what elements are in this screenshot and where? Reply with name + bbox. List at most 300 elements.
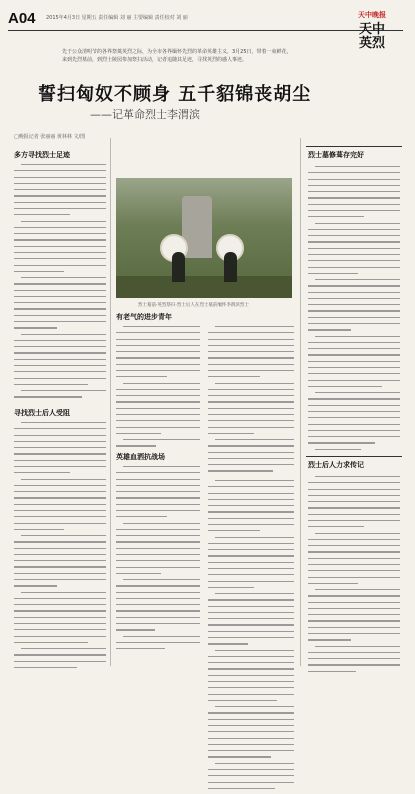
text-line: [315, 336, 400, 337]
text-line: [308, 204, 400, 205]
ground: [116, 276, 292, 298]
text-line: [308, 361, 400, 362]
text-line: [308, 229, 400, 230]
text-line: [14, 352, 106, 353]
text-line: [116, 332, 200, 333]
text-line: [116, 445, 156, 446]
text-line: [215, 706, 294, 707]
text-line: [208, 357, 294, 358]
text-line: [308, 507, 400, 508]
text-line: [208, 420, 294, 421]
text-line: [14, 183, 106, 184]
text-line: [116, 401, 200, 402]
text-line: [116, 370, 200, 371]
text-line: [116, 497, 200, 498]
text-line: [21, 592, 106, 593]
text-line: [208, 543, 294, 544]
text-line: [308, 367, 400, 368]
body-text: [116, 326, 200, 452]
text-line: [208, 675, 294, 676]
text-line: [208, 775, 294, 776]
text-line: [116, 529, 200, 530]
text-line: [14, 371, 106, 372]
text-line: [14, 177, 106, 178]
text-line: [14, 453, 106, 454]
text-line: [215, 439, 294, 440]
text-line: [308, 254, 400, 255]
text-line: [116, 420, 200, 421]
text-line: [208, 408, 294, 409]
text-line: [14, 396, 82, 397]
text-line: [208, 493, 294, 494]
text-line: [208, 511, 294, 512]
body-text: [208, 326, 294, 477]
text-line: [308, 235, 400, 236]
text-line: [116, 548, 200, 549]
body-text: [308, 476, 400, 677]
text-line: [315, 392, 400, 393]
text-line: [116, 610, 200, 611]
text-line: [14, 654, 106, 655]
text-line: [116, 567, 200, 568]
text-line: [208, 712, 294, 713]
text-line: [14, 585, 57, 586]
text-line: [308, 424, 400, 425]
text-line: [208, 637, 294, 638]
column-divider: [110, 138, 111, 666]
text-line: [14, 516, 106, 517]
text-line: [208, 555, 294, 556]
text-line: [208, 370, 294, 371]
text-line: [208, 656, 294, 657]
text-line: [208, 668, 294, 669]
text-line: [308, 197, 400, 198]
text-line: [208, 524, 294, 525]
text-line: [208, 452, 294, 453]
text-line: [116, 485, 200, 486]
body-text: [308, 166, 400, 455]
byline: □晚报记者 张丽丽 黄林林 文/图: [14, 134, 86, 140]
text-line: [208, 612, 294, 613]
text-line: [14, 504, 106, 505]
text-line: [123, 579, 200, 580]
text-line: [208, 756, 271, 757]
text-line: [208, 631, 294, 632]
text-line: [14, 466, 106, 467]
text-line: [208, 599, 294, 600]
text-line: [14, 365, 106, 366]
text-line: [208, 464, 294, 465]
text-line: [208, 562, 294, 563]
text-line: [14, 265, 106, 266]
text-line: [308, 564, 400, 565]
text-line: [14, 195, 106, 196]
text-line: [123, 383, 200, 384]
text-line: [208, 470, 273, 471]
body-text: [14, 164, 106, 403]
text-line: [123, 439, 200, 440]
text-line: [14, 485, 106, 486]
text-line: [14, 548, 106, 549]
text-line: [14, 271, 64, 272]
text-line: [208, 499, 294, 500]
text-line: [116, 629, 155, 630]
text-line: [14, 441, 106, 442]
text-line: [14, 554, 106, 555]
text-line: [116, 479, 200, 480]
text-line: [208, 505, 294, 506]
text-line: [315, 279, 400, 280]
text-line: [215, 650, 294, 651]
text-line: [308, 639, 351, 640]
text-line: [123, 636, 200, 637]
section-heading: 多方寻找烈士足迹: [14, 151, 70, 159]
text-line: [123, 466, 200, 467]
text-line: [315, 449, 361, 450]
text-line: [14, 428, 106, 429]
text-line: [315, 533, 400, 534]
text-line: [116, 516, 167, 517]
text-line: [14, 573, 106, 574]
text-line: [14, 340, 106, 341]
text-line: [116, 604, 200, 605]
text-line: [14, 208, 106, 209]
text-line: [14, 617, 106, 618]
text-line: [14, 447, 106, 448]
text-line: [208, 681, 294, 682]
text-line: [21, 648, 106, 649]
text-line: [215, 326, 294, 327]
text-line: [308, 210, 400, 211]
subheadline: ——记革命烈士李渭滨: [90, 108, 200, 121]
text-line: [315, 476, 400, 477]
section-header: [306, 146, 402, 160]
text-line: [308, 185, 400, 186]
text-line: [215, 480, 294, 481]
section-heading: 有老气的进步青年: [116, 313, 172, 321]
text-line: [308, 405, 400, 406]
text-line: [308, 172, 400, 173]
text-line: [208, 332, 294, 333]
text-line: [116, 339, 200, 340]
text-line: [208, 581, 294, 582]
text-line: [116, 472, 200, 473]
intro-line-2: 来到先烈墓前，到烈士陵园参加祭扫活动，记者追随其足迹，寻找英烈的感人事迹。: [62, 57, 248, 63]
text-line: [14, 541, 106, 542]
header-meta: 2015年4月3日 星期五 责任编辑 刘 丽 主要编辑 责任校对 刘 丽: [46, 15, 188, 21]
text-line: [116, 623, 200, 624]
text-line: [208, 518, 294, 519]
text-line: [308, 614, 400, 615]
text-line: [315, 223, 400, 224]
text-line: [208, 351, 294, 352]
text-line: [14, 233, 106, 234]
text-line: [14, 346, 106, 347]
text-line: [308, 671, 356, 672]
text-line: [308, 273, 358, 274]
text-line: [308, 179, 400, 180]
text-line: [14, 296, 106, 297]
text-line: [14, 667, 77, 668]
text-line: [116, 560, 200, 561]
text-line: [308, 317, 400, 318]
intro-line-1: 先于公众清明节的各界祭奠英烈之际，为全市各界缅怀先烈的革命英雄主义，3月25日，带着一束鲜花，: [62, 49, 292, 55]
text-line: [208, 687, 294, 688]
text-line: [14, 566, 106, 567]
text-line: [116, 617, 200, 618]
column-logo: [348, 10, 396, 70]
text-line: [21, 479, 106, 480]
text-line: [116, 541, 200, 542]
body-text: [208, 480, 294, 794]
text-line: [14, 579, 106, 580]
text-line: [116, 648, 165, 649]
text-line: [308, 298, 400, 299]
text-line: [116, 510, 200, 511]
text-line: [308, 539, 400, 540]
text-line: [14, 497, 106, 498]
text-line: [308, 241, 400, 242]
text-line: [308, 348, 400, 349]
text-line: [308, 658, 400, 659]
text-line: [315, 589, 400, 590]
text-line: [308, 304, 400, 305]
text-line: [116, 351, 200, 352]
text-line: [14, 491, 106, 492]
text-line: [116, 504, 200, 505]
text-line: [308, 482, 400, 483]
section-heading: 寻找烈士后人受阻: [14, 409, 70, 417]
text-line: [14, 604, 106, 605]
text-line: [21, 334, 106, 335]
text-line: [208, 750, 294, 751]
text-line: [308, 430, 400, 431]
text-line: [308, 627, 400, 628]
text-line: [208, 719, 294, 720]
text-line: [308, 285, 400, 286]
text-line: [308, 620, 400, 621]
text-line: [14, 246, 106, 247]
text-line: [208, 587, 254, 588]
text-line: [21, 277, 106, 278]
logo-line-1: 天中: [358, 22, 385, 37]
text-line: [116, 642, 200, 643]
text-line: [308, 216, 364, 217]
text-line: [308, 570, 400, 571]
text-line: [116, 364, 200, 365]
text-line: [308, 329, 351, 330]
text-line: [208, 782, 294, 783]
text-line: [14, 623, 106, 624]
text-line: [14, 252, 106, 253]
text-line: [208, 339, 294, 340]
text-line: [14, 523, 106, 524]
text-line: [215, 593, 294, 594]
text-line: [308, 342, 400, 343]
text-line: [21, 535, 106, 536]
text-line: [308, 545, 400, 546]
text-line: [116, 389, 200, 390]
logo-brand: 天中晚报: [358, 11, 386, 19]
section-header: [306, 456, 402, 470]
text-line: [308, 417, 400, 418]
section-heading: 烈士墓修葺存完好: [308, 151, 364, 159]
text-line: [116, 585, 200, 586]
text-line: [308, 442, 375, 443]
text-line: [215, 537, 294, 538]
text-line: [308, 501, 400, 502]
text-line: [14, 202, 106, 203]
text-line: [308, 373, 400, 374]
text-line: [308, 595, 400, 596]
section-heading: 烈士后人力求传记: [308, 461, 364, 469]
text-line: [208, 738, 294, 739]
text-line: [116, 345, 200, 346]
text-line: [208, 458, 294, 459]
text-line: [208, 414, 294, 415]
mourner: [224, 252, 237, 282]
intro-paragraph: [62, 48, 342, 64]
text-line: [315, 166, 400, 167]
text-line: [14, 598, 106, 599]
text-line: [14, 302, 106, 303]
text-line: [308, 577, 400, 578]
text-line: [116, 376, 167, 377]
text-line: [14, 290, 106, 291]
text-line: [308, 514, 400, 515]
text-line: [208, 624, 294, 625]
text-line: [116, 357, 200, 358]
body-text: [116, 466, 200, 654]
text-line: [208, 427, 294, 428]
text-line: [208, 395, 294, 396]
text-line: [208, 694, 294, 695]
body-text: [14, 422, 106, 673]
text-line: [116, 592, 200, 593]
text-line: [308, 602, 400, 603]
text-line: [21, 422, 106, 423]
page-number: A04: [8, 10, 36, 27]
text-line: [208, 445, 294, 446]
text-line: [116, 427, 200, 428]
text-line: [308, 608, 400, 609]
text-line: [14, 661, 106, 662]
text-line: [116, 491, 200, 492]
text-line: [14, 610, 106, 611]
text-line: [14, 378, 106, 379]
text-line: [14, 321, 106, 322]
text-line: [308, 526, 364, 527]
logo-line-2: 英烈: [358, 36, 385, 51]
text-line: [208, 549, 294, 550]
text-line: [14, 170, 106, 171]
text-line: [116, 433, 161, 434]
text-line: [215, 763, 294, 764]
text-line: [14, 327, 57, 328]
text-line: [208, 606, 294, 607]
text-line: [308, 558, 400, 559]
text-line: [308, 354, 400, 355]
text-line: [308, 398, 400, 399]
text-line: [308, 191, 400, 192]
text-line: [208, 530, 260, 531]
text-line: [208, 376, 260, 377]
text-line: [14, 510, 106, 511]
text-line: [208, 568, 294, 569]
text-line: [208, 700, 277, 701]
text-line: [308, 267, 400, 268]
text-line: [21, 390, 106, 391]
text-line: [21, 221, 106, 222]
text-line: [116, 535, 200, 536]
text-line: [14, 227, 106, 228]
text-line: [14, 214, 70, 215]
text-line: [308, 551, 400, 552]
text-line: [308, 380, 400, 381]
text-line: [14, 359, 106, 360]
text-line: [14, 636, 106, 637]
text-line: [308, 520, 400, 521]
text-line: [308, 260, 400, 261]
text-line: [308, 583, 358, 584]
text-line: [208, 725, 294, 726]
text-line: [308, 436, 400, 437]
text-line: [14, 189, 106, 190]
text-line: [208, 486, 294, 487]
text-line: [308, 633, 400, 634]
text-line: [14, 283, 106, 284]
text-line: [116, 414, 200, 415]
text-line: [308, 323, 400, 324]
text-line: [208, 618, 294, 619]
text-line: [14, 642, 88, 643]
headline: 誓扫匈奴不顾身 五千貂锦丧胡尘: [38, 84, 312, 105]
photo-caption: 烈士墓前·英烈祭扫·烈士后人在烈士墓前缅怀李渭滨烈士: [138, 303, 249, 308]
text-line: [21, 164, 106, 165]
text-line: [308, 489, 400, 490]
text-line: [208, 788, 275, 789]
mourner: [172, 252, 185, 282]
text-line: [315, 646, 400, 647]
page-header: [8, 8, 403, 31]
logo-title: [348, 23, 396, 51]
text-line: [308, 411, 400, 412]
text-line: [308, 292, 400, 293]
text-line: [116, 598, 200, 599]
memorial-photo: [116, 178, 292, 298]
column-divider: [300, 138, 301, 666]
text-line: [14, 258, 106, 259]
text-line: [208, 389, 294, 390]
text-line: [14, 460, 106, 461]
text-line: [208, 744, 294, 745]
text-line: [215, 383, 294, 384]
text-line: [208, 643, 248, 644]
text-line: [116, 573, 161, 574]
text-line: [14, 435, 106, 436]
section-heading: 英雄血洒抗战场: [116, 453, 165, 461]
text-line: [14, 384, 88, 385]
text-line: [208, 731, 294, 732]
text-line: [208, 769, 294, 770]
text-line: [123, 523, 200, 524]
text-line: [208, 662, 294, 663]
text-line: [208, 574, 294, 575]
text-line: [308, 386, 382, 387]
text-line: [208, 364, 294, 365]
text-line: [308, 248, 400, 249]
text-line: [308, 664, 400, 665]
